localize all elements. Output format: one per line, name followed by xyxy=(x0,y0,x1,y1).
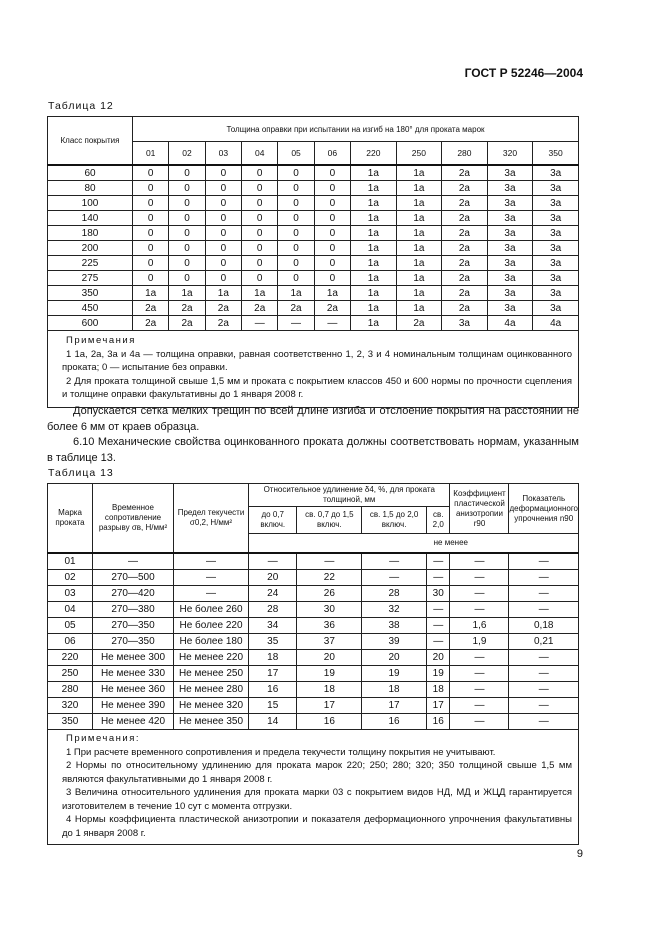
table-12 xyxy=(47,116,579,408)
table-cell: — xyxy=(450,586,509,602)
table-cell: 16 xyxy=(362,714,427,730)
table-cell: 35 xyxy=(249,634,297,650)
table-cell: Не менее 220 xyxy=(174,650,249,666)
table-cell: 0 xyxy=(242,226,278,241)
table-cell: 1а xyxy=(396,181,442,196)
table-cell: 350 xyxy=(48,714,93,730)
table-cell: Не менее 390 xyxy=(93,698,174,714)
note-item: 2 Нормы по относительному удлинению для проката марок 220; 250; 280; 320; 350 толщиной свыше 1,5 мм являются факультативными до 1 января 2008 г. xyxy=(62,760,572,785)
column-header: 350 xyxy=(533,142,579,166)
notes-cell xyxy=(48,730,579,845)
strength-header: Временное сопротивление разрыву σв, Н/мм² xyxy=(93,484,174,554)
table-cell: Не менее 250 xyxy=(174,666,249,682)
table-cell: — xyxy=(297,553,362,570)
table-cell: 2а xyxy=(133,316,169,331)
table-cell: 1а xyxy=(351,196,397,211)
table-cell: 17 xyxy=(297,698,362,714)
table-cell: 1а xyxy=(396,301,442,316)
table-cell: 0 xyxy=(242,211,278,226)
table-cell: 1а xyxy=(351,316,397,331)
table-cell: — xyxy=(509,682,579,698)
table-cell: Не менее 330 xyxy=(93,666,174,682)
table-cell: — xyxy=(362,553,427,570)
table-cell: 0 xyxy=(314,196,350,211)
table-cell: 17 xyxy=(362,698,427,714)
table-cell: 0 xyxy=(278,226,314,241)
table-cell: 0 xyxy=(133,226,169,241)
table-cell: — xyxy=(509,586,579,602)
table-cell: 225 xyxy=(48,256,133,271)
table-cell: 3а xyxy=(487,165,533,181)
column-header: 01 xyxy=(133,142,169,166)
table-cell: — xyxy=(450,666,509,682)
table-cell: 20 xyxy=(297,650,362,666)
table-cell: 1а xyxy=(351,181,397,196)
table-cell: 3а xyxy=(487,196,533,211)
table-cell: — xyxy=(450,602,509,618)
table-cell: 1а xyxy=(242,286,278,301)
table-cell: 24 xyxy=(249,586,297,602)
table-cell: 20 xyxy=(362,650,427,666)
table-cell: 3а xyxy=(487,271,533,286)
table-cell: — xyxy=(450,570,509,586)
table-cell: 18 xyxy=(297,682,362,698)
table-cell: 1а xyxy=(351,241,397,256)
body-paragraphs xyxy=(47,404,579,466)
table-cell: 80 xyxy=(48,181,133,196)
table-cell: 19 xyxy=(426,666,450,682)
table-cell: 350 xyxy=(48,286,133,301)
table-cell: 3а xyxy=(533,271,579,286)
table-cell: 03 xyxy=(48,586,93,602)
column-header: 250 xyxy=(396,142,442,166)
table-cell: 0 xyxy=(133,196,169,211)
table-cell: 3а xyxy=(487,181,533,196)
table-row xyxy=(48,271,579,286)
table-row xyxy=(48,241,579,256)
table-cell: 18 xyxy=(426,682,450,698)
table-cell: 0 xyxy=(169,256,205,271)
table-cell: — xyxy=(278,316,314,331)
table-cell: 3а xyxy=(487,211,533,226)
table-cell: Не менее 280 xyxy=(174,682,249,698)
table-cell: 38 xyxy=(362,618,427,634)
table-cell: 30 xyxy=(426,586,450,602)
table-cell: 4а xyxy=(487,316,533,331)
table-row xyxy=(48,316,579,331)
table-cell: 0 xyxy=(278,256,314,271)
table-cell: 19 xyxy=(362,666,427,682)
table-cell: 0 xyxy=(205,211,241,226)
table-cell: 16 xyxy=(426,714,450,730)
table-cell: 270—420 xyxy=(93,586,174,602)
table-cell: 0 xyxy=(169,241,205,256)
table-cell: 2а xyxy=(169,301,205,316)
table-cell: 1а xyxy=(314,286,350,301)
table-cell: Не менее 360 xyxy=(93,682,174,698)
table-cell: 05 xyxy=(48,618,93,634)
table-cell: 0 xyxy=(205,181,241,196)
anisotropy-header: Коэффициент пластической анизотропии r90 xyxy=(450,484,509,534)
table-cell: 320 xyxy=(48,698,93,714)
table-cell: 2а xyxy=(442,211,488,226)
table-cell: 1а xyxy=(205,286,241,301)
table-cell: 2а xyxy=(242,301,278,316)
table-row xyxy=(48,714,579,730)
table-cell: — xyxy=(450,682,509,698)
table-cell: 30 xyxy=(297,602,362,618)
table-row xyxy=(48,553,579,570)
table-cell: 2а xyxy=(442,241,488,256)
column-header: 04 xyxy=(242,142,278,166)
table-cell: 1а xyxy=(396,271,442,286)
table-cell: 2а xyxy=(442,271,488,286)
table-cell: 0 xyxy=(133,271,169,286)
table-cell: — xyxy=(509,570,579,586)
table-cell: 32 xyxy=(362,602,427,618)
note-item: 1 При расчете временного сопротивления и предела текучести толщину покрытия не учитывают. xyxy=(66,746,496,758)
table-cell: 19 xyxy=(297,666,362,682)
table-cell: 20 xyxy=(426,650,450,666)
table-row xyxy=(48,286,579,301)
note-item: 1 1а, 2а, 3а и 4а — толщина оправки, равная соответственно 1, 2, 3 и 4 номинальным толщинам оцинкованного проката; 0 — испытание без оправки. xyxy=(62,348,572,373)
table-cell: 270—350 xyxy=(93,634,174,650)
table-cell: Не менее 350 xyxy=(174,714,249,730)
table-cell: 16 xyxy=(249,682,297,698)
table-cell: 28 xyxy=(362,586,427,602)
table-cell: 0 xyxy=(314,271,350,286)
table-row xyxy=(48,211,579,226)
table-cell: 0 xyxy=(205,256,241,271)
table-cell: 0,18 xyxy=(509,618,579,634)
table-row xyxy=(48,586,579,602)
table-cell: 0 xyxy=(205,226,241,241)
table-cell: 140 xyxy=(48,211,133,226)
table-cell: 0 xyxy=(314,211,350,226)
table-cell: — xyxy=(509,666,579,682)
yield-header: Предел текучести σ0,2, Н/мм² xyxy=(174,484,249,554)
table-cell: 1а xyxy=(396,226,442,241)
table-cell: 0 xyxy=(205,271,241,286)
table-cell: 180 xyxy=(48,226,133,241)
table-row xyxy=(48,634,579,650)
table-cell: 2а xyxy=(169,316,205,331)
table-cell: 1,9 xyxy=(450,634,509,650)
table-cell: — xyxy=(450,553,509,570)
not-less-header: не менее xyxy=(249,534,579,554)
table-cell: 600 xyxy=(48,316,133,331)
table-cell: 1а xyxy=(351,226,397,241)
table-row xyxy=(48,301,579,316)
table-cell: 37 xyxy=(297,634,362,650)
table-row xyxy=(48,650,579,666)
table-cell: 0 xyxy=(133,256,169,271)
table-cell: Не более 220 xyxy=(174,618,249,634)
document-header: ГОСТ Р 52246—2004 xyxy=(464,66,583,80)
table-cell: 2а xyxy=(205,301,241,316)
table-cell: 3а xyxy=(533,226,579,241)
table-cell: 1а xyxy=(396,286,442,301)
table-cell: 39 xyxy=(362,634,427,650)
table-cell: 0 xyxy=(205,196,241,211)
table-cell: 4а xyxy=(533,316,579,331)
table-header-row xyxy=(48,484,579,507)
paragraph: Допускается сетка мелких трещин по всей длине изгиба и отслоение покрытия на расстоянии не более 6 мм от краев образца. xyxy=(47,405,579,433)
table-cell: — xyxy=(174,570,249,586)
table-cell: 3а xyxy=(487,286,533,301)
column-header: 02 xyxy=(169,142,205,166)
table-13-caption: Таблица 13 xyxy=(48,467,114,479)
table-cell: 0 xyxy=(242,165,278,181)
table-cell: 16 xyxy=(297,714,362,730)
table-cell: 0 xyxy=(169,211,205,226)
table-cell: — xyxy=(509,714,579,730)
table-cell: — xyxy=(450,650,509,666)
table-cell: 3а xyxy=(442,316,488,331)
table-cell: 0 xyxy=(278,271,314,286)
table-cell: 2а xyxy=(442,256,488,271)
table-row xyxy=(48,256,579,271)
class-header: Класс покрытия xyxy=(48,117,133,166)
table-cell: 3а xyxy=(533,256,579,271)
table-cell: 0 xyxy=(242,271,278,286)
table-cell: — xyxy=(314,316,350,331)
elongation-subheader: св. 2,0 xyxy=(426,507,450,534)
table-cell: 270—350 xyxy=(93,618,174,634)
table-cell: 34 xyxy=(249,618,297,634)
table-cell: 0 xyxy=(242,181,278,196)
table-cell: 200 xyxy=(48,241,133,256)
table-cell: 0 xyxy=(278,196,314,211)
table-cell: 0 xyxy=(314,226,350,241)
table-cell: 280 xyxy=(48,682,93,698)
table-cell: — xyxy=(509,698,579,714)
table-cell: 0 xyxy=(169,271,205,286)
table-cell: 26 xyxy=(297,586,362,602)
table-cell: 0 xyxy=(314,256,350,271)
table-cell: — xyxy=(426,618,450,634)
table-cell: 2а xyxy=(314,301,350,316)
table-cell: 0 xyxy=(278,181,314,196)
table-cell: 3а xyxy=(487,241,533,256)
table-cell: 3а xyxy=(487,226,533,241)
table-cell: 0 xyxy=(278,241,314,256)
table-cell: 14 xyxy=(249,714,297,730)
table-cell: 450 xyxy=(48,301,133,316)
table-13 xyxy=(47,483,579,845)
table-cell: 1а xyxy=(351,301,397,316)
elongation-group-header: Относительное удлинение δ4, %, для проката толщиной, мм xyxy=(249,484,450,507)
table-row xyxy=(48,618,579,634)
page-number: 9 xyxy=(576,848,583,860)
table-cell: 0,21 xyxy=(509,634,579,650)
table-row xyxy=(48,698,579,714)
table-cell: 17 xyxy=(249,666,297,682)
table-cell: 0 xyxy=(314,181,350,196)
table-row xyxy=(48,570,579,586)
table-cell: 1а xyxy=(133,286,169,301)
table-cell: — xyxy=(174,553,249,570)
elongation-subheader: св. 1,5 до 2,0 включ. xyxy=(362,507,427,534)
table-cell: Не менее 320 xyxy=(174,698,249,714)
table-cell: — xyxy=(362,570,427,586)
table-cell: 22 xyxy=(297,570,362,586)
group-header: Толщина оправки при испытании на изгиб на 180° для проката марок xyxy=(133,117,579,142)
table-cell: — xyxy=(426,553,450,570)
table-cell: 220 xyxy=(48,650,93,666)
table-cell: 3а xyxy=(533,165,579,181)
table-cell: 1а xyxy=(351,211,397,226)
column-header: 320 xyxy=(487,142,533,166)
note-item: 2 Для проката толщиной свыше 1,5 мм и проката с покрытием классов 450 и 600 нормы по прочности сцепления и толщине оправки факультативны до 1 января 2008 г. xyxy=(62,375,572,400)
notes-title: Примечания xyxy=(66,335,136,346)
table-cell: 2а xyxy=(133,301,169,316)
table-cell: 2а xyxy=(442,286,488,301)
table-cell: 3а xyxy=(533,286,579,301)
table-header-row xyxy=(48,117,579,142)
table-cell: — xyxy=(450,714,509,730)
table-cell: Не более 180 xyxy=(174,634,249,650)
column-header: 03 xyxy=(205,142,241,166)
table-cell: 2а xyxy=(442,181,488,196)
table-cell: 1а xyxy=(351,271,397,286)
table-cell: 3а xyxy=(533,196,579,211)
column-header: 06 xyxy=(314,142,350,166)
table-row xyxy=(48,165,579,181)
notes-cell xyxy=(48,331,579,408)
table-cell: 0 xyxy=(242,256,278,271)
table-cell: 0 xyxy=(169,165,205,181)
table-cell: Не менее 300 xyxy=(93,650,174,666)
table-cell: 1а xyxy=(169,286,205,301)
table-cell: 3а xyxy=(533,211,579,226)
table-cell: 15 xyxy=(249,698,297,714)
table-cell: 0 xyxy=(133,165,169,181)
table-cell: 1а xyxy=(396,211,442,226)
hardening-header: Показатель деформационного упрочнения n90 xyxy=(509,484,579,534)
note-item: 4 Нормы коэффициента пластической анизотропии и показателя деформационного упрочнения факультативны до 1 января 2008 г. xyxy=(62,814,572,839)
table-cell: — xyxy=(509,650,579,666)
table-cell: 0 xyxy=(242,241,278,256)
mark-header: Марка проката xyxy=(48,484,93,554)
table-cell: 250 xyxy=(48,666,93,682)
table-cell: 0 xyxy=(242,196,278,211)
table-cell: 06 xyxy=(48,634,93,650)
table-cell: 17 xyxy=(426,698,450,714)
table-cell: 0 xyxy=(169,196,205,211)
table-cell: 270—500 xyxy=(93,570,174,586)
table-cell: Не более 260 xyxy=(174,602,249,618)
table-cell: 04 xyxy=(48,602,93,618)
table-cell: 0 xyxy=(133,241,169,256)
table-cell: 2а xyxy=(442,226,488,241)
table-row xyxy=(48,602,579,618)
table-cell: 0 xyxy=(133,181,169,196)
table-cell: — xyxy=(426,602,450,618)
table-cell: 2а xyxy=(442,165,488,181)
table-cell: 0 xyxy=(314,241,350,256)
table-cell: 1а xyxy=(351,286,397,301)
table-cell: — xyxy=(450,698,509,714)
table-cell: 275 xyxy=(48,271,133,286)
table-cell: — xyxy=(509,553,579,570)
table-cell: 2а xyxy=(442,196,488,211)
table-cell: 1а xyxy=(278,286,314,301)
table-cell: 0 xyxy=(205,165,241,181)
table-cell: — xyxy=(509,602,579,618)
table-cell: 28 xyxy=(249,602,297,618)
table-cell: 3а xyxy=(533,301,579,316)
table-cell: 0 xyxy=(314,165,350,181)
table-cell: 0 xyxy=(278,211,314,226)
table-cell: 2а xyxy=(396,316,442,331)
table-row xyxy=(48,181,579,196)
table-cell: 3а xyxy=(533,181,579,196)
table-cell: 1,6 xyxy=(450,618,509,634)
table-cell: Не менее 420 xyxy=(93,714,174,730)
table-cell: 3а xyxy=(487,301,533,316)
table-cell: 0 xyxy=(278,165,314,181)
table-cell: 18 xyxy=(249,650,297,666)
table-cell: 60 xyxy=(48,165,133,181)
elongation-subheader: св. 0,7 до 1,5 включ. xyxy=(297,507,362,534)
table-cell: 1а xyxy=(396,196,442,211)
table-cell: 0 xyxy=(133,211,169,226)
column-header: 280 xyxy=(442,142,488,166)
table-cell: — xyxy=(426,634,450,650)
elongation-subheader: до 0,7 включ. xyxy=(249,507,297,534)
table-cell: 0 xyxy=(169,226,205,241)
table-cell: — xyxy=(249,553,297,570)
table-cell: 2а xyxy=(205,316,241,331)
table-cell: 3а xyxy=(533,241,579,256)
table-cell: 100 xyxy=(48,196,133,211)
table-cell: 2а xyxy=(278,301,314,316)
table-cell: 270—380 xyxy=(93,602,174,618)
table-cell: 02 xyxy=(48,570,93,586)
table-cell: 1а xyxy=(351,165,397,181)
table-cell: — xyxy=(242,316,278,331)
table-cell: 36 xyxy=(297,618,362,634)
paragraph: 6.10 Механические свойства оцинкованного проката должны соответствовать нормам, указанным в таблице 13. xyxy=(47,436,579,464)
table-cell: 1а xyxy=(396,165,442,181)
table-cell: — xyxy=(426,570,450,586)
table-cell: 20 xyxy=(249,570,297,586)
table-row xyxy=(48,666,579,682)
table-cell: 0 xyxy=(169,181,205,196)
table-row xyxy=(48,196,579,211)
table-cell: — xyxy=(93,553,174,570)
table-cell: 1а xyxy=(351,256,397,271)
table-row xyxy=(48,226,579,241)
table-cell: 2а xyxy=(442,301,488,316)
column-header: 05 xyxy=(278,142,314,166)
table-12-caption: Таблица 12 xyxy=(48,100,114,112)
table-cell: 01 xyxy=(48,553,93,570)
notes-title: Примечания: xyxy=(66,733,140,744)
table-cell: 1а xyxy=(396,256,442,271)
column-header: 220 xyxy=(351,142,397,166)
table-cell: 1а xyxy=(396,241,442,256)
table-row xyxy=(48,682,579,698)
table-cell: 0 xyxy=(205,241,241,256)
note-item: 3 Величина относительного удлинения для проката марки 03 с покрытием видов НД, МД и ЖЦД гарантируется изготовителем в течение 10 сут с момента отгрузки. xyxy=(62,787,572,812)
table-cell: 3а xyxy=(487,256,533,271)
table-cell: 18 xyxy=(362,682,427,698)
table-cell: — xyxy=(174,586,249,602)
